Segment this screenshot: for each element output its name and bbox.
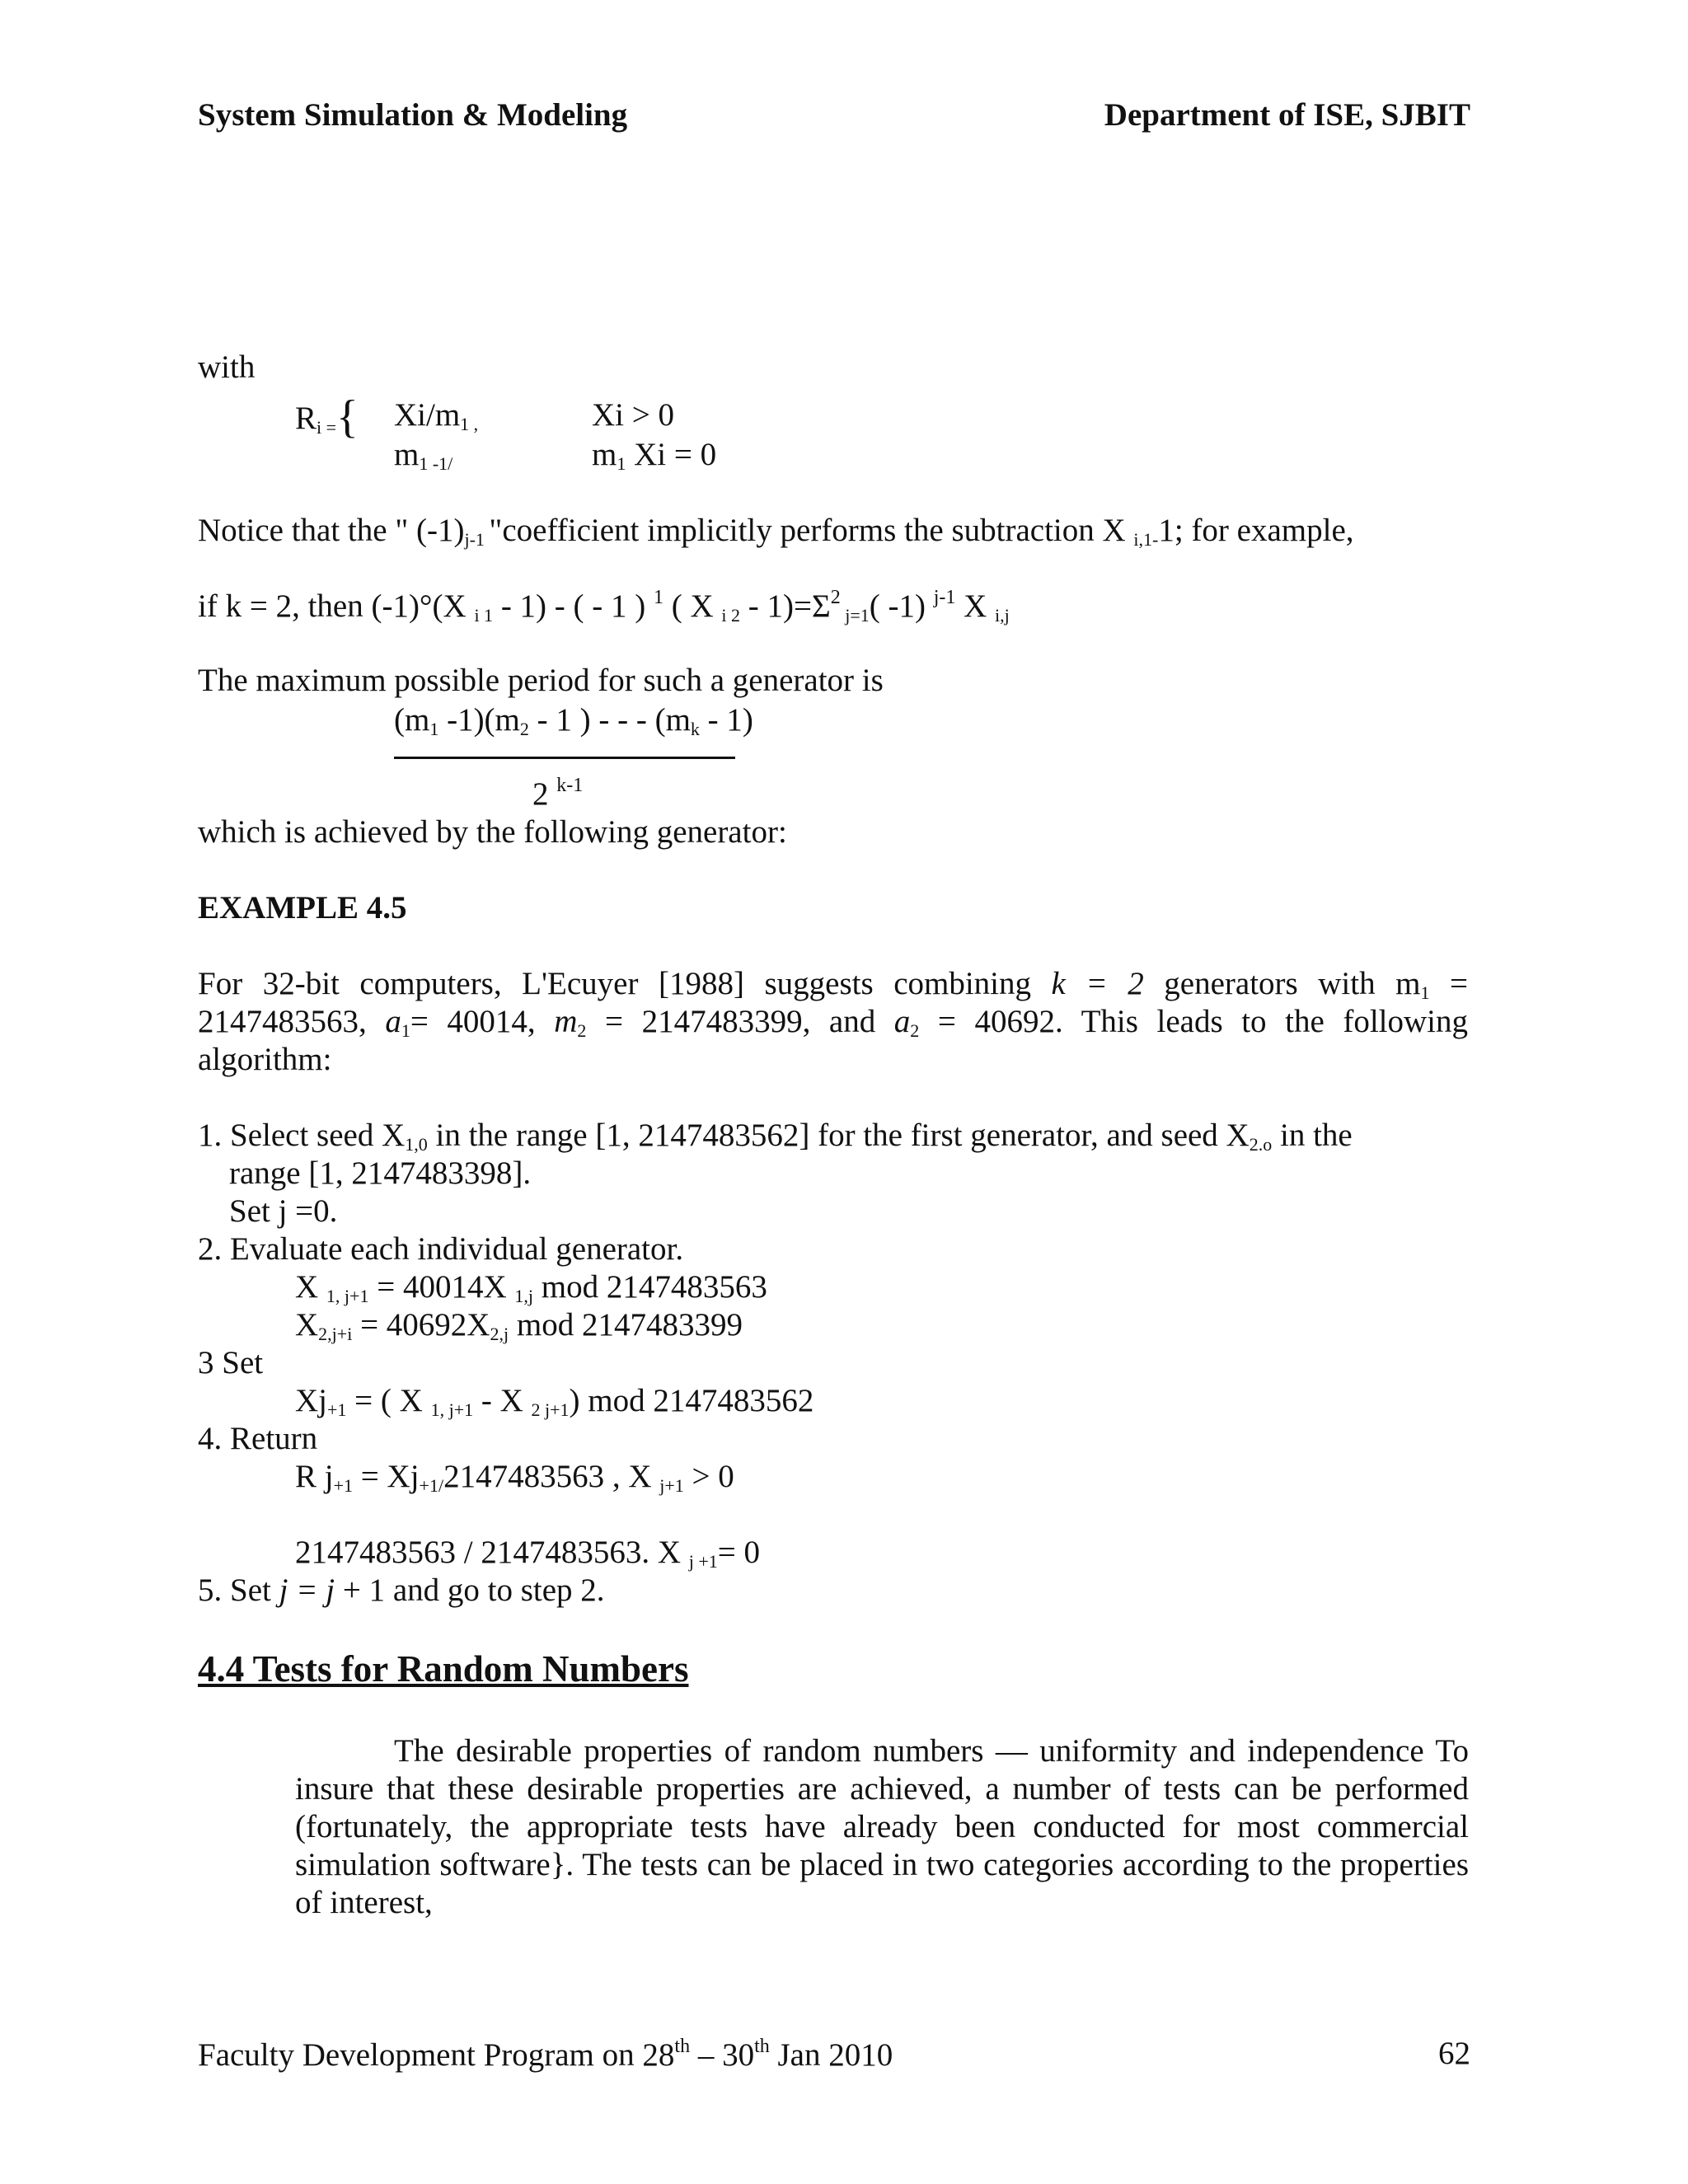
example-line-2: 2147483563, $a_1= 40014$, $m_2 = 2147483399$, and $a_2 = 40692$. This leads to the following xyxy=(198,1004,1468,1041)
ri-lhs: $R_{i =}${ xyxy=(295,391,359,443)
running-header-left: System Simulation & Modeling xyxy=(198,97,628,133)
period-numerator: ($m_1$ $-1)(m_2 - 1$ ) - - - $(m_k - 1)$ xyxy=(394,702,753,739)
step-4-eq-2: 2147483563 / 2147483563. X $_{j +1}$= 0 xyxy=(295,1535,761,1572)
fraction-bar xyxy=(394,757,735,759)
step-1: 1. Select seed $X_{1,0}$ in the range [1, 2147483562] for the first generator, and seed $X_{2.o}$ in the xyxy=(198,1118,1353,1155)
page-number: 62 xyxy=(1438,2036,1470,2071)
notice-sentence: Notice that the " $(-1)_{j-1}$ "coefficient implicitly performs the subtraction X $_{i,1-}$1; for example, xyxy=(198,513,1354,550)
ri-case2-cond: $m_1$ Xi = 0 xyxy=(592,437,717,474)
step-3-eq: $Xj_{+1}$ = ( X $_{1, j+1}$ - X $_{2 j+1}$) mod 2147483562 xyxy=(295,1383,814,1420)
step-1-set-j: Set j =0. xyxy=(229,1193,338,1229)
with-label: with xyxy=(198,349,256,385)
step-2-eq-1: X $_{1, j+1}$ = 40014X $_{1,j}$ mod 2147483563 xyxy=(295,1269,767,1306)
step-2-eq-2: $X_{2,j+i} = 40692X_{2,j}$ mod 2147483399 xyxy=(295,1307,743,1344)
running-header-right: Department of ISE, SJBIT xyxy=(1104,97,1470,133)
achieved-text: which is achieved by the following generator: xyxy=(198,814,787,850)
ri-case2-expr: $m_{1 -1/}$ xyxy=(394,437,453,474)
max-period-text: The maximum possible period for such a generator is xyxy=(198,663,884,698)
page-footer-text: Faculty Development Program on 28th – 30th Jan 2010 xyxy=(198,2036,893,2073)
step-4: 4. Return xyxy=(198,1421,318,1456)
step-3: 3 Set xyxy=(198,1345,264,1380)
example-line-1: For 32-bit computers, L'Ecuyer [1988] suggests combining k = 2 generators with $m_1$ = xyxy=(198,966,1468,1003)
example-line-3: algorithm: xyxy=(198,1042,332,1077)
example-expansion: if k = 2, then (-1)°(X $_{i 1}$ - 1) - ( - 1 ) $^1$ ( X $_{i 2} - 1)=\Sigma^2$ $_{j=1}$( -1) $^{j-1}$ X $_{i,j}$ xyxy=(198,587,1010,626)
ri-case1-expr: $Xi/m_{1 ,}$ xyxy=(394,397,479,434)
example-title: EXAMPLE 4.5 xyxy=(198,890,407,926)
ri-case1-cond: Xi > 0 xyxy=(592,397,674,433)
section-paragraph: The desirable properties of random numbers — uniformity and independence To insure that these desirable properties are achieved, a number of tests can be performed (fortunately, the appropriate tests have already been conducted for most commercial simulation software}. The tests can be placed in two categories according to the properties of interest, xyxy=(295,1733,1469,1920)
left-brace: { xyxy=(336,391,359,443)
section-heading: 4.4 Tests for Random Numbers xyxy=(198,1648,689,1690)
step-1-range: range [1, 2147483398]. xyxy=(229,1155,532,1191)
period-denominator: 2 $^{k-1}$ xyxy=(532,775,584,812)
step-5: 5. Set j = j + 1 and go to step 2. xyxy=(198,1572,605,1608)
step-2: 2. Evaluate each individual generator. xyxy=(198,1231,684,1267)
step-4-eq-1: R $j_{+1} = Xj_{+1/}2147483563$ , X $_{j+1}$ > 0 xyxy=(295,1459,734,1496)
